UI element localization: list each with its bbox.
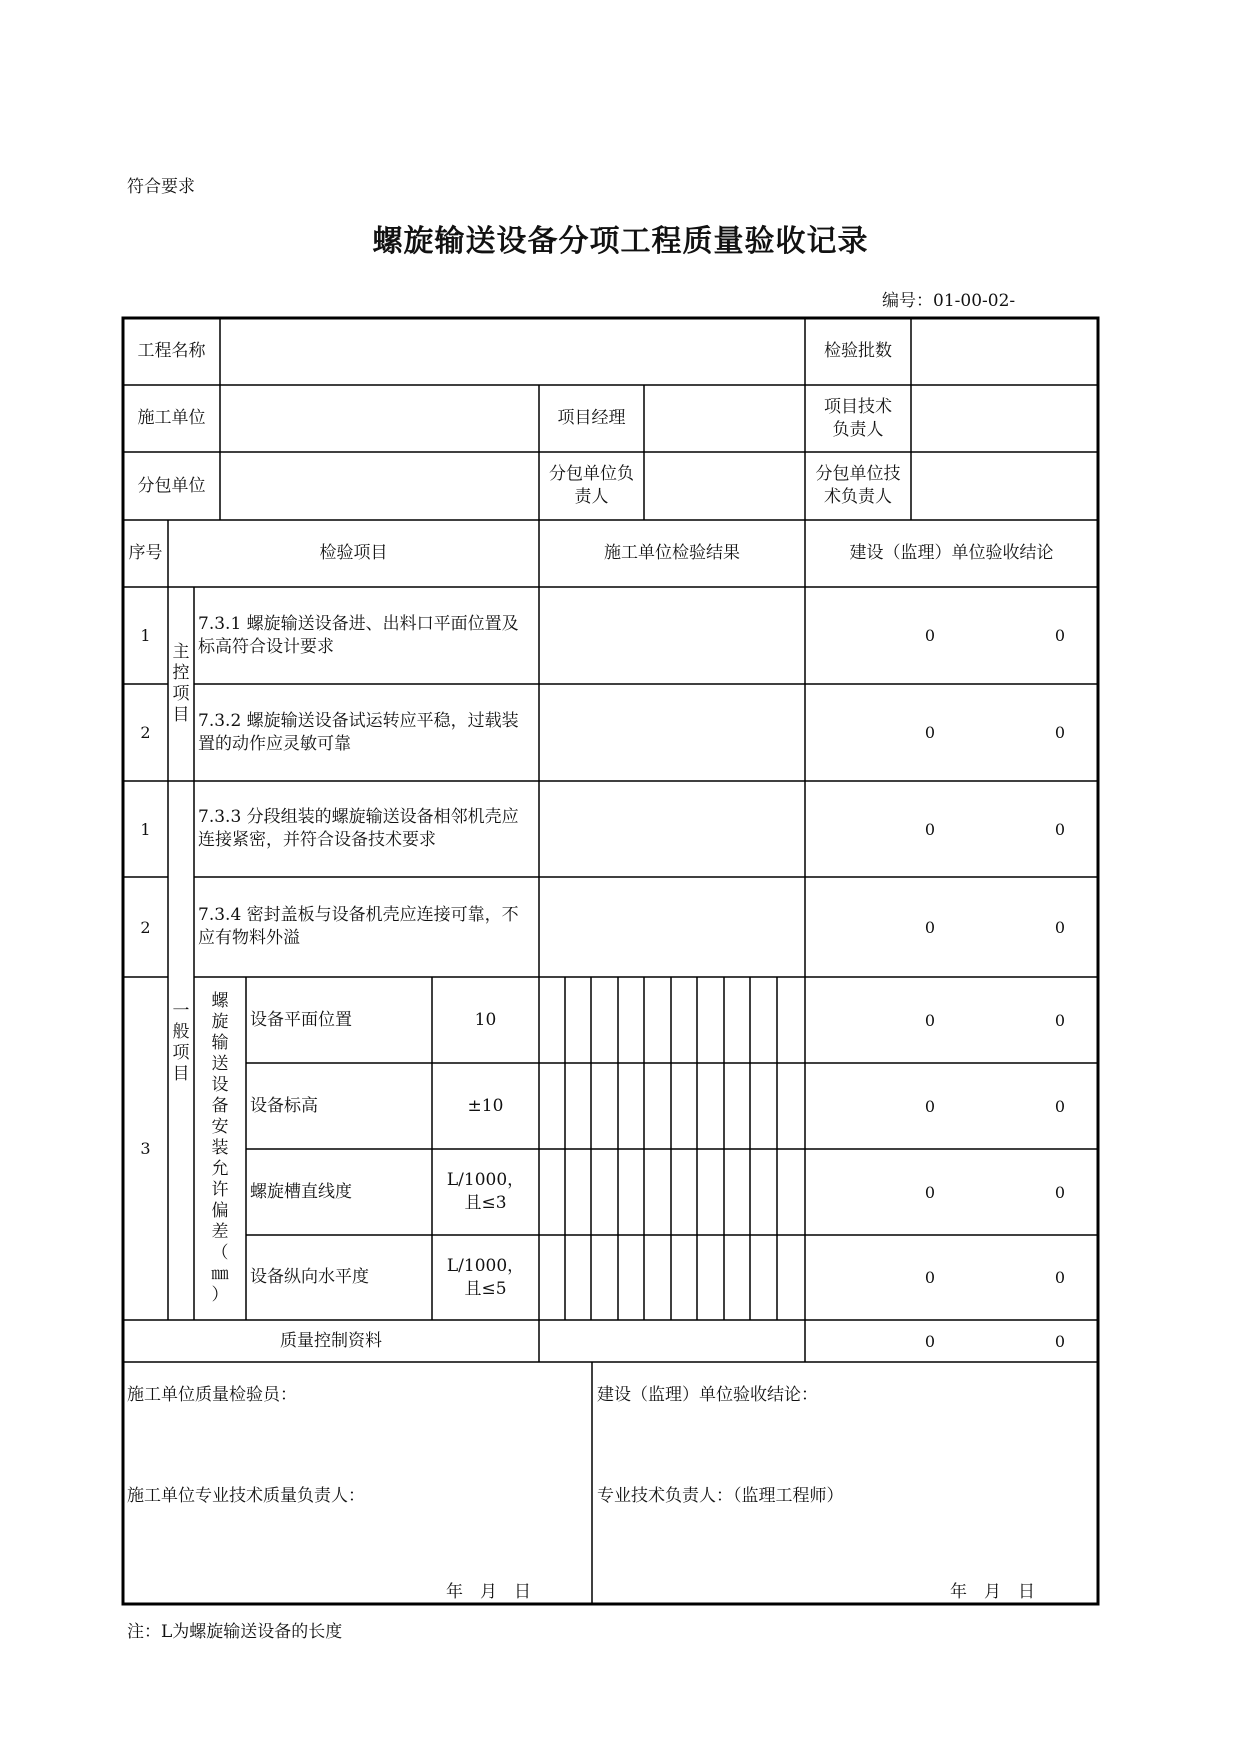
right-date-label: 年 月 日: [950, 1582, 1035, 1602]
supervision-conclusion-label: 建设（监理）单位验收结论：: [597, 1385, 818, 1405]
deviation-item-name: 设备纵向水平度: [250, 1267, 369, 1287]
conclusion-value: 0: [924, 917, 936, 937]
project-manager-label: 项目经理: [557, 408, 626, 428]
project-manager-field[interactable]: [644, 385, 805, 452]
item-text: 7.3.1 螺旋输送设备进、出料口平面位置及标高符合设计要求: [198, 613, 519, 657]
subcontract-lead-field[interactable]: [644, 452, 805, 520]
item-text: 7.3.3 分段组装的螺旋输送设备相邻机壳应连接紧密，并符合设备技术要求: [198, 807, 519, 850]
deviation-tolerance: L/1000，且≤3: [446, 1170, 525, 1213]
deviation-tolerance: L/1000，且≤5: [446, 1255, 525, 1299]
batch-count-label: 检验批数: [824, 341, 892, 361]
main-control-group-label: 主 控 项 目: [172, 642, 190, 725]
conclusion-value: 0: [924, 819, 936, 839]
conclusion-value: 0: [924, 1268, 936, 1287]
column-header-result: 施工单位检验结果: [604, 543, 740, 563]
deviation-item-name: 设备平面位置: [250, 1009, 352, 1030]
general-group-label: 一 般 项 目: [172, 1001, 190, 1084]
footnote: 注：L为螺旋输送设备的长度: [127, 1622, 343, 1642]
construction-unit-label: 施工单位: [137, 408, 206, 428]
item-text: 7.3.2 螺旋输送设备试运转应平稳，过载装置的动作应灵敏可靠: [198, 710, 519, 754]
deviation-item-name: 设备标高: [250, 1095, 318, 1116]
conclusion-value: 0: [924, 723, 936, 742]
tech-quality-lead-label: 施工单位专业技术质量负责人：: [127, 1486, 365, 1506]
inspector-label: 施工单位质量检验员：: [127, 1385, 297, 1405]
conclusion-value: 0: [1054, 917, 1066, 937]
row-seq: 2: [140, 917, 151, 937]
row-seq: 1: [140, 819, 151, 839]
row-seq: 2: [140, 723, 151, 742]
subcontract-unit-field[interactable]: [220, 452, 539, 520]
column-header-item: 检验项目: [319, 543, 388, 563]
column-header-conclusion: 建设（监理）单位验收结论: [849, 543, 1054, 563]
subcontract-unit-label: 分包单位: [137, 475, 206, 496]
subcontract-tech-field[interactable]: [911, 452, 1098, 520]
subcontract-tech-label: 分包单位技术负责人: [815, 464, 901, 507]
conclusion-value: 0: [924, 1182, 936, 1202]
conclusion-value: 0: [924, 626, 936, 645]
supervisor-label: 专业技术负责人：（监理工程师）: [597, 1486, 844, 1506]
project-name-label: 工程名称: [137, 341, 206, 361]
conclusion-value: 0: [1054, 1331, 1066, 1351]
conclusion-value: 0: [924, 1096, 936, 1116]
conclusion-value: 0: [924, 1331, 936, 1351]
conclusion-value: 0: [1054, 626, 1066, 645]
top-note: 符合要求: [127, 177, 195, 197]
row-seq: 3: [140, 1139, 151, 1158]
conclusion-value: 0: [1054, 819, 1066, 839]
tech-lead-field[interactable]: [911, 385, 1098, 452]
subcontract-lead-label: 分包单位负责人: [549, 464, 634, 507]
deviation-tolerance: ±10: [467, 1095, 504, 1116]
deviation-tolerance: 10: [474, 1009, 497, 1030]
row-seq: 1: [140, 626, 151, 645]
conclusion-value: 0: [1054, 1268, 1066, 1287]
document-number: 编号：01-00-02-: [882, 291, 1016, 311]
conclusion-value: 0: [1054, 1010, 1066, 1030]
conclusion-value: 0: [924, 1010, 936, 1030]
item-text: 7.3.4 密封盖板与设备机壳应连接可靠，不应有物料外溢: [198, 905, 519, 948]
conclusion-value: 0: [1054, 1096, 1066, 1116]
left-date-label: 年 月 日: [446, 1582, 531, 1602]
deviation-group-label: 螺 旋 输 送 设 备 安 装 允 许 偏 差 （ ㎜ ）: [211, 991, 229, 1305]
tech-lead-label: 项目技术负责人: [824, 396, 892, 440]
deviation-item-name: 螺旋槽直线度: [250, 1181, 352, 1202]
column-header-seq: 序号: [128, 543, 163, 563]
batch-count-field[interactable]: [911, 318, 1098, 385]
quality-data-label: 质量控制资料: [280, 1330, 382, 1351]
document-title: 螺旋输送设备分项工程质量验收记录: [372, 224, 869, 259]
conclusion-value: 0: [1054, 1182, 1066, 1202]
conclusion-value: 0: [1054, 723, 1066, 742]
construction-unit-field[interactable]: [220, 385, 539, 452]
project-name-field[interactable]: [220, 318, 805, 385]
